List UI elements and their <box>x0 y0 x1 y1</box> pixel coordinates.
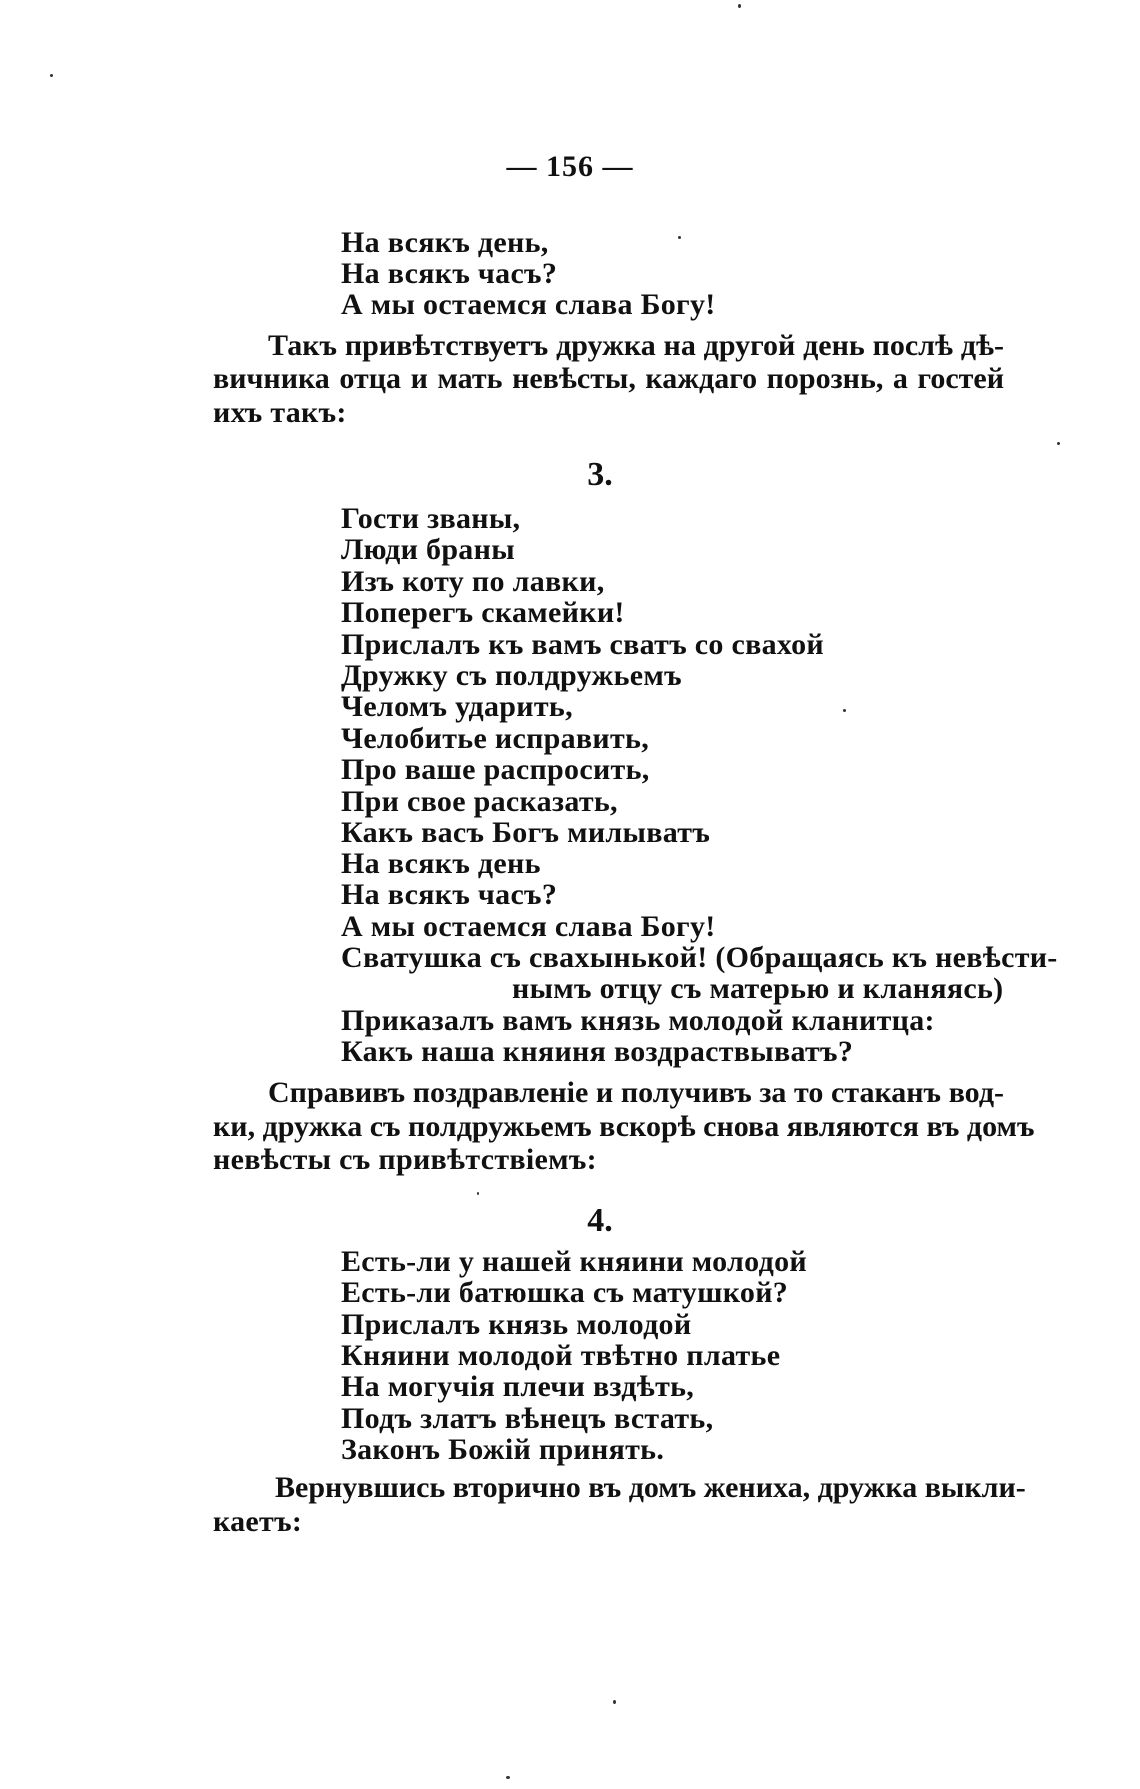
verse-line: При свое расказать, <box>341 785 618 818</box>
verse-line: На всякъ часъ? <box>341 257 558 290</box>
verse-line: Есть-ли у нашей княини молодой <box>341 1245 807 1278</box>
verse-line: На всякъ день, <box>341 226 549 259</box>
scan-speck <box>843 709 846 712</box>
verse-line: Какъ васъ Богъ милыватъ <box>341 816 711 849</box>
verse-line: На всякъ часъ? <box>341 878 558 911</box>
verse-line: Люди браны <box>341 533 515 566</box>
prose-line: Справивъ поздравленіе и получивъ за то стаканъ вод- <box>268 1076 1004 1109</box>
scan-speck <box>506 1776 510 1779</box>
verse-line: Подъ златъ вѣнецъ встать, <box>341 1402 714 1435</box>
prose-line: каетъ: <box>213 1505 303 1538</box>
prose-line: Такъ привѣтствуетъ дружка на другой день послѣ дѣ- <box>268 329 1004 362</box>
scan-speck <box>1057 442 1060 445</box>
verse-line: Прислалъ къ вамъ сватъ со свахой <box>341 628 824 661</box>
verse-line: Про ваше распросить, <box>341 753 650 786</box>
prose-line: ихъ такъ: <box>213 396 347 429</box>
verse-line: Челобитье исправить, <box>341 722 650 755</box>
verse-line: Есть-ли батюшка съ матушкой? <box>341 1276 789 1309</box>
section-number: 3. <box>587 456 613 493</box>
verse-line: Поперегъ скамейки! <box>341 596 625 629</box>
verse-line: Сватушка съ свахынькой! (Обращаясь къ невѣсти- <box>341 941 1058 974</box>
scan-speck <box>738 4 741 8</box>
verse-line: А мы остаемся слава Богу! <box>341 288 716 321</box>
verse-line: А мы остаемся слава Богу! <box>341 910 716 943</box>
scan-speck <box>477 1192 479 1195</box>
scan-speck <box>613 1700 616 1704</box>
verse-line: Законъ Божій принять. <box>341 1433 665 1466</box>
scan-speck <box>678 236 681 239</box>
prose-line: вичника отца и мать невѣсты, каждаго порознь, а гостей <box>213 362 1004 395</box>
prose-line: невѣсты съ привѣтствіемъ: <box>213 1143 597 1176</box>
verse-line: Какъ наша княиня воздраствыватъ? <box>341 1035 854 1068</box>
verse-line: На могучія плечи вздѣть, <box>341 1370 695 1403</box>
prose-line: Вернувшись вторично въ домъ жениха, дружка выкли- <box>275 1471 1026 1504</box>
prose-line: ки, дружка съ полдружьемъ вскорѣ снова являются въ домъ <box>213 1110 1035 1143</box>
section-number: 4. <box>587 1202 613 1239</box>
verse-line: Челомъ ударить, <box>341 690 573 723</box>
verse-line: Дружку съ полдружьемъ <box>341 659 682 692</box>
verse-line: Изъ коту по лавки, <box>341 565 605 598</box>
verse-line: Княини молодой твѣтно платье <box>341 1339 781 1372</box>
verse-line: На всякъ день <box>341 847 541 880</box>
verse-line: Приказалъ вамъ князь молодой кланитца: <box>341 1004 935 1037</box>
verse-line: нымъ отцу съ матерью и кланяясь) <box>512 972 1004 1005</box>
verse-line: Прислалъ князь молодой <box>341 1308 692 1341</box>
verse-line: Гости званы, <box>341 502 521 535</box>
scan-speck <box>50 74 53 77</box>
page-number: — 156 — <box>506 150 634 183</box>
